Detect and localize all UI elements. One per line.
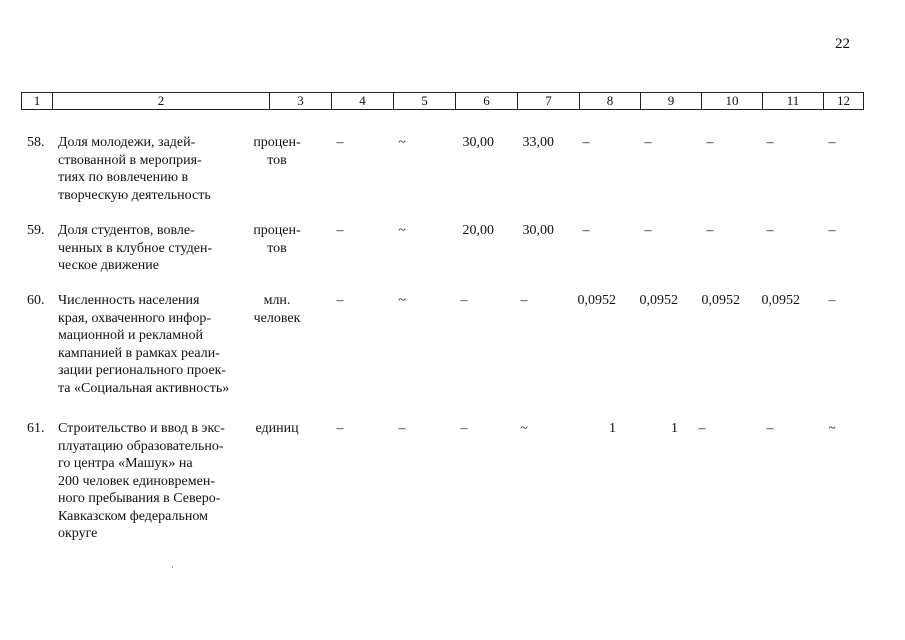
cell-col-5: –	[398, 421, 406, 436]
cell-col-8: 1	[609, 421, 616, 436]
cell-col-7: 30,00	[522, 223, 554, 238]
cell-col-5: ~	[398, 135, 406, 150]
cell-col-7: ~	[520, 421, 528, 436]
cell-col-4: –	[336, 293, 344, 308]
cell-col-9: –	[644, 135, 652, 150]
header-col-2: 2	[52, 93, 269, 109]
header-col-8: 8	[579, 93, 640, 109]
cell-col-4: –	[336, 135, 344, 150]
row-unit: единиц	[255, 421, 299, 436]
cell-col-8: –	[582, 223, 590, 238]
cell-col-9: –	[644, 223, 652, 238]
header-col-11: 11	[762, 93, 823, 109]
row-number: 59.	[27, 223, 45, 238]
page-number: 22	[835, 36, 850, 52]
scan-speck	[172, 566, 173, 568]
cell-col-9: 1	[671, 421, 678, 436]
cell-col-6: 20,00	[462, 223, 494, 238]
cell-col-11: 0,0952	[761, 293, 800, 308]
cell-col-8: –	[582, 135, 590, 150]
row-indicator-name: Строительство и ввод в экс- плуатацию образовательно- го центра «Машук» на 200 человек единовремен- ного пребывания в Северо- Кавказском федеральном округе	[58, 421, 225, 541]
cell-col-10: –	[698, 421, 706, 436]
table-header	[21, 92, 864, 110]
cell-col-10: –	[706, 223, 714, 238]
cell-col-6: –	[460, 421, 468, 436]
cell-col-4: –	[336, 421, 344, 436]
row-unit: процен- тов	[253, 135, 301, 168]
row-number: 58.	[27, 135, 45, 150]
header-col-1: 1	[33, 93, 41, 108]
cell-col-5: ~	[398, 223, 406, 238]
cell-col-6: 30,00	[462, 135, 494, 150]
row-indicator-name: Доля студентов, вовле- ченных в клубное студен- ческое движение	[58, 223, 213, 273]
row-indicator-name: Численность населения края, охваченного инфор- мационной и рекламной кампанией в рамках реали- зации регионального проек- та «Социальная активность»	[58, 293, 230, 396]
header-col-5: 5	[393, 93, 455, 109]
cell-col-9: 0,0952	[639, 293, 678, 308]
cell-col-10: 0,0952	[701, 293, 740, 308]
cell-col-12: ~	[828, 421, 836, 436]
header-col-9: 9	[640, 93, 701, 109]
header-col-3: 3	[269, 93, 331, 109]
cell-col-10: –	[706, 135, 714, 150]
header-col-6: 6	[455, 93, 517, 109]
cell-col-11: –	[766, 223, 774, 238]
cell-col-7: 33,00	[522, 135, 554, 150]
header-col-7: 7	[517, 93, 579, 109]
cell-col-11: –	[766, 135, 774, 150]
cell-col-12: –	[828, 135, 836, 150]
row-unit: млн. человек	[253, 293, 301, 326]
header-col-10: 10	[701, 93, 762, 109]
cell-col-5: ~	[398, 293, 406, 308]
header-col-4: 4	[331, 93, 393, 109]
row-number: 60.	[27, 293, 45, 308]
row-unit: процен- тов	[253, 223, 301, 256]
row-indicator-name: Доля молодежи, задей- ствованной в мероприя- тиях по вовлечению в творческую деятельность	[58, 135, 211, 203]
cell-col-12: –	[828, 223, 836, 238]
header-col-12: 12	[823, 93, 863, 109]
cell-col-12: –	[828, 293, 836, 308]
cell-col-8: 0,0952	[577, 293, 616, 308]
cell-col-6: –	[460, 293, 468, 308]
cell-col-7: –	[520, 293, 528, 308]
row-number: 61.	[27, 421, 45, 436]
cell-col-4: –	[336, 223, 344, 238]
cell-col-11: –	[766, 421, 774, 436]
